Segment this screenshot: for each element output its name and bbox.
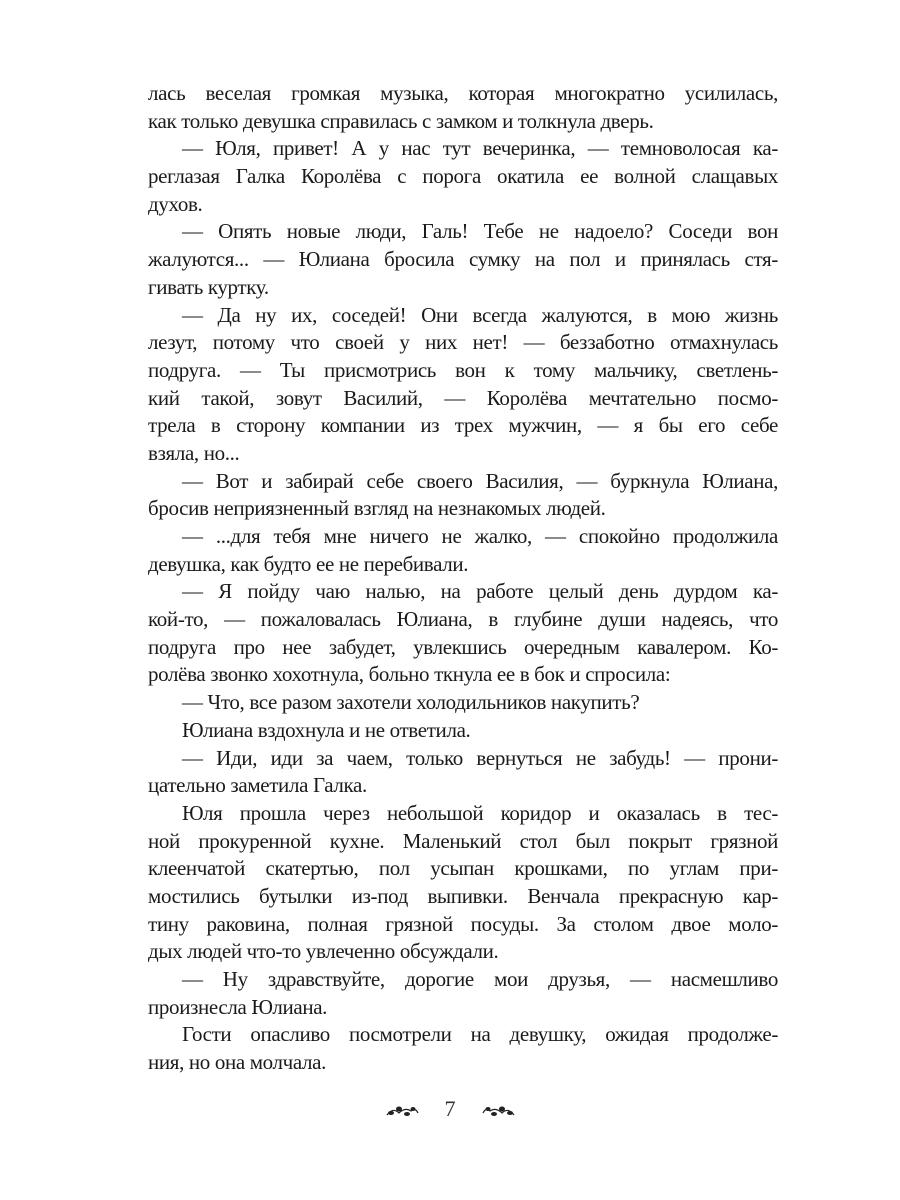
text-line: дых людей что-то увлеченно обсуждали. [148,939,499,964]
text-line: Гости опасливо посмотрели на девушку, ожидая продолже- [182,1022,778,1047]
text-line: ной прокуренной кухне. Маленький стол был покрыт грязной [148,828,778,853]
text-line: — Да ну их, соседей! Они всегда жалуются, в мою жизнь [182,302,778,327]
text-line: мостились бутылки из-под выпивки. Венчала прекрасную кар- [148,883,778,908]
page-body-text [148,80,778,1077]
text-line: — Я пойду чаю налью, на работе целый день дурдом ка- [182,579,778,604]
text-line: трела в сторону компании из трех мужчин, — я бы его себе [148,413,778,438]
text-line: взяла, но... [148,440,240,465]
page-number: 7 [444,1096,456,1121]
page-footer [0,1096,900,1122]
text-line: — Вот и забирай себе своего Василия, — буркнула Юлиана, [182,468,778,493]
text-line: — Что, все разом захотели холодильников накупить? [182,690,640,715]
text-line: произнесла Юлиана. [148,994,328,1019]
text-line: жалуются... — Юлиана бросила сумку на пол и принялась стя- [148,247,778,272]
text-line: клеенчатой скатертью, пол усыпан крошками, по углам при- [148,856,778,881]
text-line: — Юля, привет! А у нас тут вечеринка, — темноволосая ка- [182,136,778,161]
text-line: Юлиана вздохнула и не ответила. [182,717,471,742]
text-line: кой-то, — пожаловалась Юлиана, в глубине души надеясь, что [148,607,778,632]
text-line: лась веселая громкая музыка, которая многократно усилилась, [148,81,778,105]
text-line: Юля прошла через небольшой коридор и оказалась в тес- [182,800,778,825]
text-line: — Опять новые люди, Галь! Тебе не надоело? Соседи вон [182,219,778,244]
text-line: ния, но она молчала. [148,1050,327,1075]
text-line: подруга. — Ты присмотрись вон к тому мальчику, светлень- [148,357,778,382]
text-line: духов. [148,191,203,216]
text-line: гивать куртку. [148,274,269,299]
text-line: ролёва звонко хохотнула, больно ткнула ее в бок и спросила: [148,662,671,687]
text-line: как только девушка справилась с замком и толкнула дверь. [148,108,654,133]
floral-ornament-left-icon [385,1103,419,1119]
text-line: — Иди, иди за чаем, только вернуться не забудь! — прони- [182,745,778,770]
text-line: девушка, как будто ее не перебивали. [148,551,469,576]
text-line: цательно заметила Галка. [148,773,367,798]
text-line: подруга про нее забудет, увлекшись очередным кавалером. Ко- [148,634,778,659]
floral-ornament-right-icon [482,1103,516,1119]
text-line: кий такой, зовут Василий, — Королёва мечтательно посмо- [148,385,778,410]
text-line: тину раковина, полная грязной посуды. За столом двое моло- [148,911,778,936]
text-line: бросив неприязненный взгляд на незнакомых людей. [148,496,606,521]
text-line: — ...для тебя мне ничего не жалко, — спокойно продолжила [182,524,778,548]
text-line: лезут, потому что своей у них нет! — беззаботно отмахнулась [148,330,778,355]
text-line: реглазая Галка Королёва с порога окатила ее волной слащавых [148,164,778,189]
text-line: — Ну здравствуйте, дорогие мои друзья, — насмешливо [182,967,778,991]
